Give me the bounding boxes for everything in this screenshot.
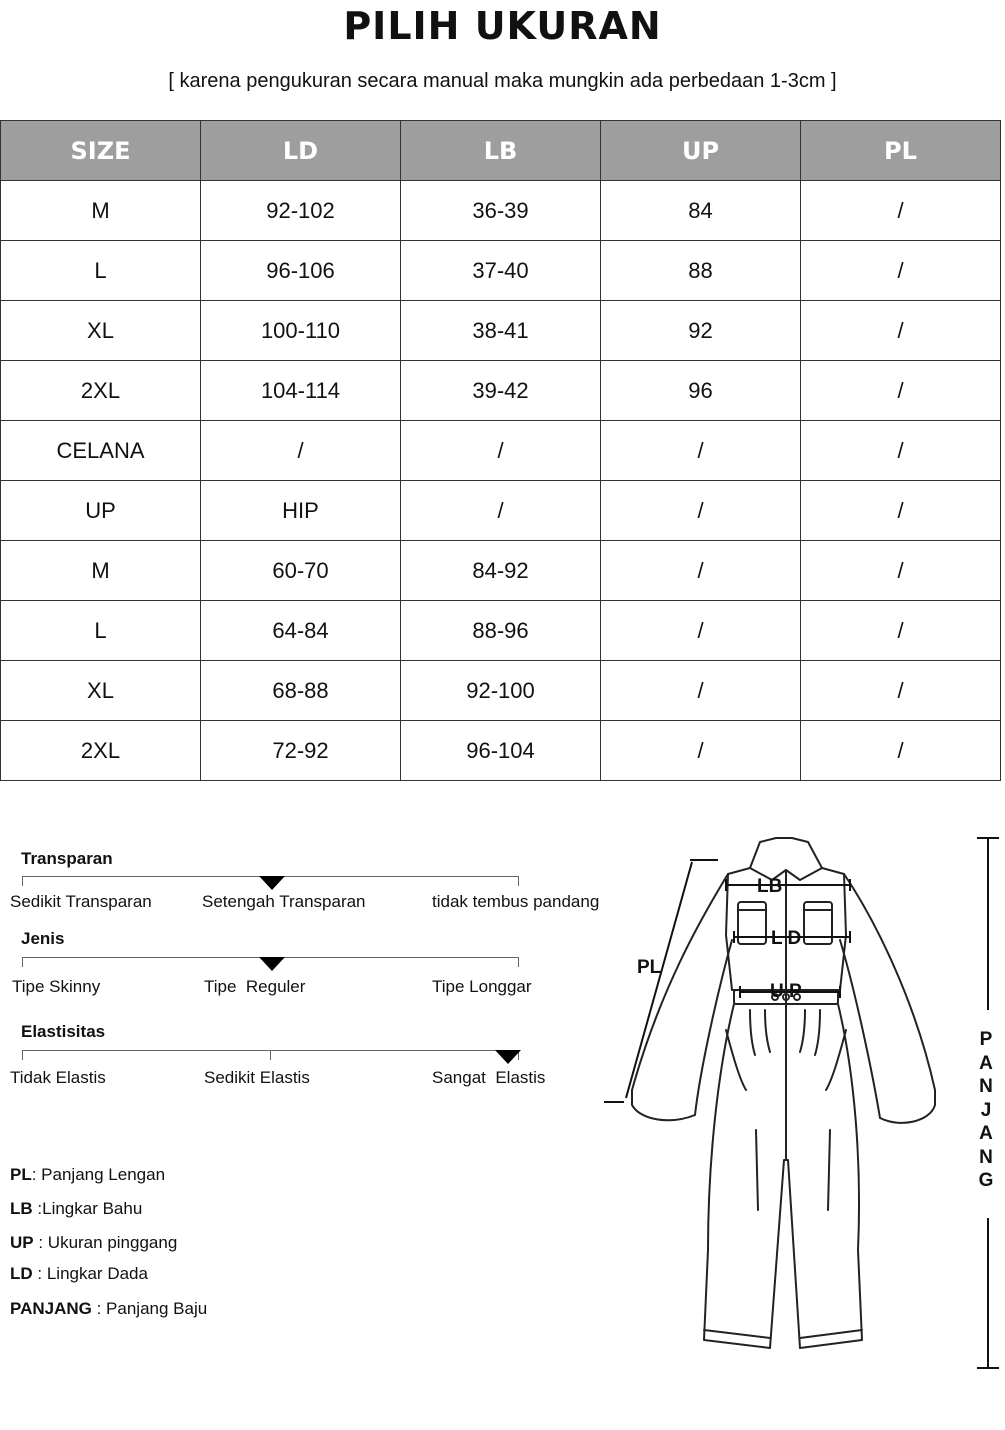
table-cell: 84	[601, 181, 801, 241]
table-cell: 88	[601, 241, 801, 301]
table-cell: /	[601, 541, 801, 601]
figure-label-pl: PL	[637, 957, 662, 978]
panjang-letter: A	[979, 1123, 993, 1144]
table-cell: /	[801, 481, 1001, 541]
scale-tick	[22, 1050, 23, 1060]
table-cell: /	[601, 421, 801, 481]
table-cell: /	[801, 541, 1001, 601]
table-cell: /	[801, 241, 1001, 301]
table-cell: /	[801, 421, 1001, 481]
panjang-letter: N	[979, 1146, 993, 1168]
table-row	[1, 301, 1001, 361]
table-cell: /	[601, 601, 801, 661]
transparan-option: tidak tembus pandang	[432, 892, 600, 911]
table-cell: 100-110	[201, 301, 401, 361]
panjang-letter: P	[979, 1029, 993, 1050]
table-cell: /	[801, 301, 1001, 361]
scale-tick	[270, 1050, 271, 1060]
elastisitas-selected-marker-icon	[495, 1050, 521, 1064]
table-cell: /	[801, 601, 1001, 661]
table-cell: 64-84	[201, 601, 401, 661]
elastisitas-option: Sangat Elastis	[432, 1068, 546, 1087]
table-row	[1, 661, 1001, 721]
legend-text: :Lingkar Bahu	[32, 1199, 143, 1218]
legend-item-lb	[10, 1199, 142, 1219]
table-row	[1, 721, 1001, 781]
table-cell: HIP	[201, 481, 401, 541]
size-table	[0, 120, 1001, 781]
figure-label-ld: L D	[771, 928, 802, 949]
table-cell: /	[801, 361, 1001, 421]
table-row	[1, 181, 1001, 241]
table-cell: 84-92	[401, 541, 601, 601]
table-cell: /	[201, 421, 401, 481]
table-cell: UP	[1, 481, 201, 541]
jumpsuit-diagram-icon	[600, 830, 1005, 1390]
panjang-letter: N	[979, 1076, 993, 1097]
scale-tick	[518, 876, 519, 886]
table-cell: 72-92	[201, 721, 401, 781]
table-cell: 60-70	[201, 541, 401, 601]
table-cell: M	[1, 541, 201, 601]
table-cell: 39-42	[401, 361, 601, 421]
table-row	[1, 421, 1001, 481]
table-cell: 2XL	[1, 361, 201, 421]
table-cell: 92-100	[401, 661, 601, 721]
legend-item-pl	[10, 1165, 165, 1185]
table-cell: 96-106	[201, 241, 401, 301]
table-cell: 96	[601, 361, 801, 421]
legend-item-panjang	[10, 1299, 207, 1319]
column-header-lb: LB	[401, 121, 601, 181]
scale-tick	[22, 876, 23, 886]
figure-label-up: U P	[770, 981, 802, 1002]
figure-label-lb: LB	[757, 876, 783, 897]
transparan-title: Transparan	[21, 849, 113, 868]
table-row	[1, 541, 1001, 601]
elastisitas-option: Tidak Elastis	[10, 1068, 106, 1087]
table-cell: L	[1, 241, 201, 301]
transparan-option: Sedikit Transparan	[10, 892, 152, 911]
table-cell: 68-88	[201, 661, 401, 721]
column-header-pl: PL	[801, 121, 1001, 181]
scale-tick	[518, 957, 519, 967]
table-cell: 37-40	[401, 241, 601, 301]
transparan-selected-marker-icon	[259, 876, 285, 890]
table-cell: 104-114	[201, 361, 401, 421]
table-cell: 2XL	[1, 721, 201, 781]
legend-key: PANJANG	[10, 1299, 92, 1318]
table-cell: 92	[601, 301, 801, 361]
column-header-up: UP	[601, 121, 801, 181]
table-row	[1, 241, 1001, 301]
legend-key: PL	[10, 1165, 32, 1184]
legend-text: : Ukuran pinggang	[33, 1233, 178, 1252]
jenis-option: Tipe Longgar	[432, 977, 532, 996]
table-header-row	[1, 121, 1001, 181]
column-header-size: SIZE	[1, 121, 201, 181]
legend-item-up	[10, 1233, 177, 1253]
table-cell: /	[601, 661, 801, 721]
legend-key: LD	[10, 1264, 33, 1283]
table-cell: L	[1, 601, 201, 661]
table-cell: 92-102	[201, 181, 401, 241]
table-cell: /	[801, 661, 1001, 721]
table-cell: XL	[1, 661, 201, 721]
table-cell: CELANA	[1, 421, 201, 481]
table-cell: XL	[1, 301, 201, 361]
column-header-ld: LD	[201, 121, 401, 181]
table-cell: 96-104	[401, 721, 601, 781]
figure-label-panjang	[976, 1028, 996, 1193]
legend-text: : Lingkar Dada	[32, 1264, 148, 1283]
panjang-letter: J	[980, 1099, 992, 1121]
table-cell: /	[601, 721, 801, 781]
legend-text: : Panjang Lengan	[31, 1165, 166, 1184]
table-row	[1, 481, 1001, 541]
table-cell: /	[401, 421, 601, 481]
table-cell: /	[601, 481, 801, 541]
elastisitas-option: Sedikit Elastis	[204, 1068, 310, 1087]
table-row	[1, 601, 1001, 661]
panjang-letter: A	[979, 1052, 993, 1074]
table-cell: 88-96	[401, 601, 601, 661]
table-cell: 38-41	[401, 301, 601, 361]
measurement-note: [ karena pengukuran secara manual maka mungkin ada perbedaan 1-3cm ]	[168, 70, 837, 92]
table-cell: 36-39	[401, 181, 601, 241]
table-row	[1, 361, 1001, 421]
table-cell: /	[801, 181, 1001, 241]
legend-text: : Panjang Baju	[91, 1299, 208, 1318]
table-cell: /	[801, 721, 1001, 781]
table-cell: M	[1, 181, 201, 241]
legend-key: UP	[10, 1233, 34, 1252]
jenis-option: Tipe Skinny	[12, 977, 101, 996]
jenis-selected-marker-icon	[259, 957, 285, 971]
table-cell: /	[401, 481, 601, 541]
jenis-title: Jenis	[21, 929, 65, 948]
scale-tick	[22, 957, 23, 967]
legend-item-ld	[10, 1264, 148, 1284]
legend-key: LB	[10, 1199, 33, 1218]
page-title: PILIH UKURAN	[343, 4, 662, 48]
panjang-letter: G	[978, 1170, 994, 1191]
elastisitas-title: Elastisitas	[21, 1022, 106, 1041]
transparan-option: Setengah Transparan	[202, 892, 366, 911]
jenis-option: Tipe Reguler	[204, 977, 306, 996]
